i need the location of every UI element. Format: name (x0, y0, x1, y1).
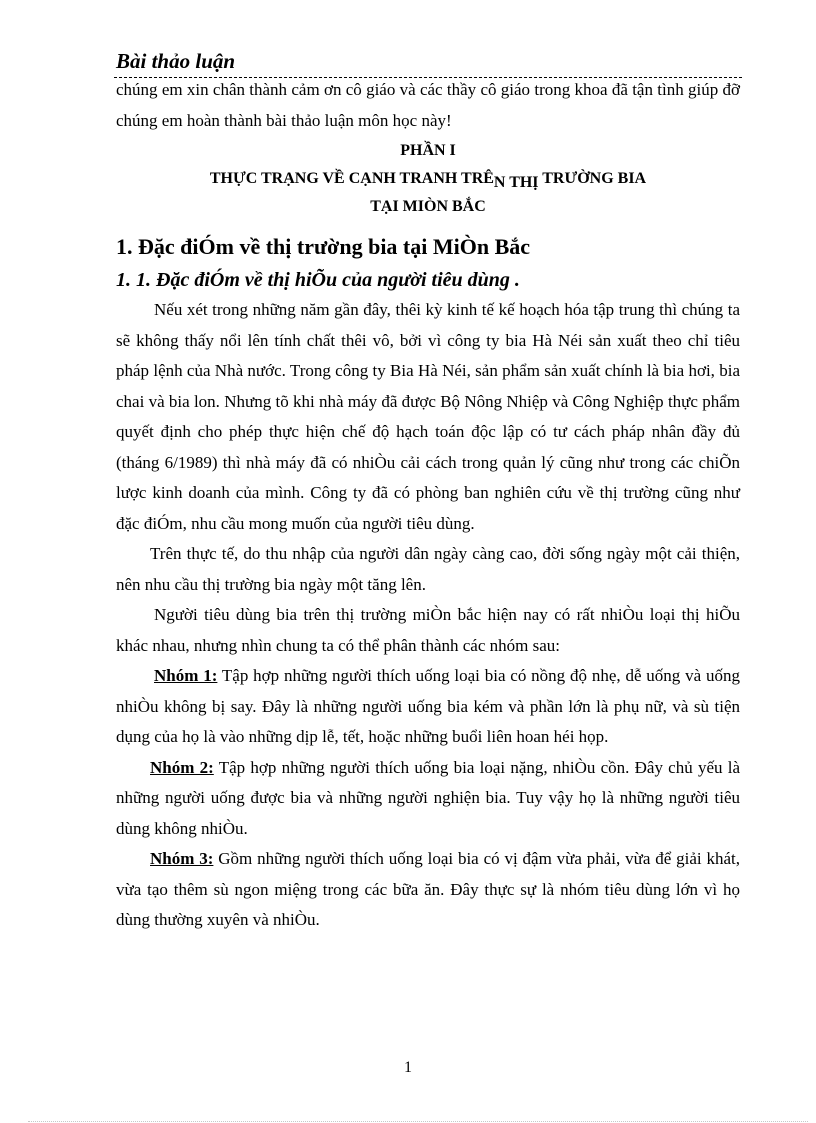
body-paragraph-2: Trên thực tế, do thu nhập của người dân ngày càng cao, đời sống ngày một cải thiện, nên nhu cầu thị trường bia ngày một tăng lên. (116, 544, 740, 594)
part-title-segment-2: N THỊ (493, 174, 539, 191)
group-text-1: Tập hợp những người thích uống loại bia có nồng độ nhẹ, dễ uống và uống nhiÒu không bị say. Đây là những người uống bia kém và phần lớn là phụ nữ, và sù tiện dụng của họ là vào những dịp lễ, tết, hoặc những buổi liên hoan héi họp. (116, 666, 741, 746)
part-title-segment-1: THỰC TRẠNG VỀ CẠNH TRANH TRÊ (209, 170, 494, 187)
footer-divider (28, 1121, 808, 1122)
header-title: Bài thảo luận (116, 49, 236, 73)
document-body (116, 75, 740, 936)
part-title-line-2: TẠI MIÒN BẮC (370, 198, 486, 215)
intro-paragraph: chúng em xin chân thành cảm ơn cô giáo và các thầy cô giáo trong khoa đã tận tình giúp đỡ chúng em hoàn thành bài thảo luận môn học này! (116, 80, 740, 130)
body-paragraph-1: Nếu xét trong những năm gần đây, thêi kỳ kinh tế kế hoạch hóa tập trung thì chúng ta sẽ không thấy nổi lên tính chất thêi vô, bởi vì công ty bia Hà Néi sản xuất theo chỉ tiêu pháp lệnh của Nhà nước. Trong công ty Bia Hà Néi, sản phẩm sản xuất chính là bia hơi, bia chai và bia lon. Nhưng tõ khi nhà máy đã được Bộ Nông Nhiệp và Công Nghiệp thực phẩm quyết định cho phép thực hiện chế độ hạch toán độc lập có tư cách pháp nhân đầy đủ (tháng 6/1989) thì nhà máy đã có nhiÒu cải cách trong quản lý cũng như trong các chiÕn lược kinh doanh của mình. Công ty đã có phòng ban nghiên cứu về thị trường cũng như đặc điÓm, nhu cầu mong muốn của người tiêu dùng. (116, 300, 740, 533)
part-label: PHẦN I (400, 142, 456, 159)
group-label-2: Nhóm 2: (150, 757, 214, 777)
part-title-line-1 (116, 164, 740, 194)
group-paragraph-2 (116, 753, 740, 845)
section-subheading: 1. 1. Đặc điÓm về thị hiÕu của người tiêu dùng . (116, 269, 520, 291)
section-heading: 1. Đặc điÓm về thị trường bia tại MiÒn Bắc (116, 234, 531, 259)
part-title-segment-3: TRƯỜNG BIA (538, 170, 647, 187)
page-header (114, 46, 742, 78)
body-paragraph-3: Người tiêu dùng bia trên thị trường miÒn bắc hiện nay có rất nhiÒu loại thị hiÕu khác nhau, nhưng nhìn chung ta có thể phân thành các nhóm sau: (116, 605, 740, 655)
group-label-1: Nhóm 1: (154, 666, 218, 685)
group-paragraph-1 (116, 661, 740, 753)
group-text-2: Tập hợp những người thích uống bia loại nặng, nhiÒu cồn. Đây chủ yếu là những người uống được bia và những người nghiện bia. Tuy vậy họ là những người tiêu dùng không nhiÒu. (116, 757, 741, 838)
group-text-3: Gồm những người thích uống loại bia có vị đậm vừa phải, vừa để giải khát, vừa tạo thêm sù ngon miệng trong các bữa ăn. Đây thực sự là nhóm tiêu dùng lớn vì họ dùng thường xuyên và nhiÒu. (116, 849, 740, 929)
group-label-3: Nhóm 3: (150, 849, 214, 868)
page-number: 1 (404, 1059, 412, 1076)
group-paragraph-3 (116, 844, 740, 936)
